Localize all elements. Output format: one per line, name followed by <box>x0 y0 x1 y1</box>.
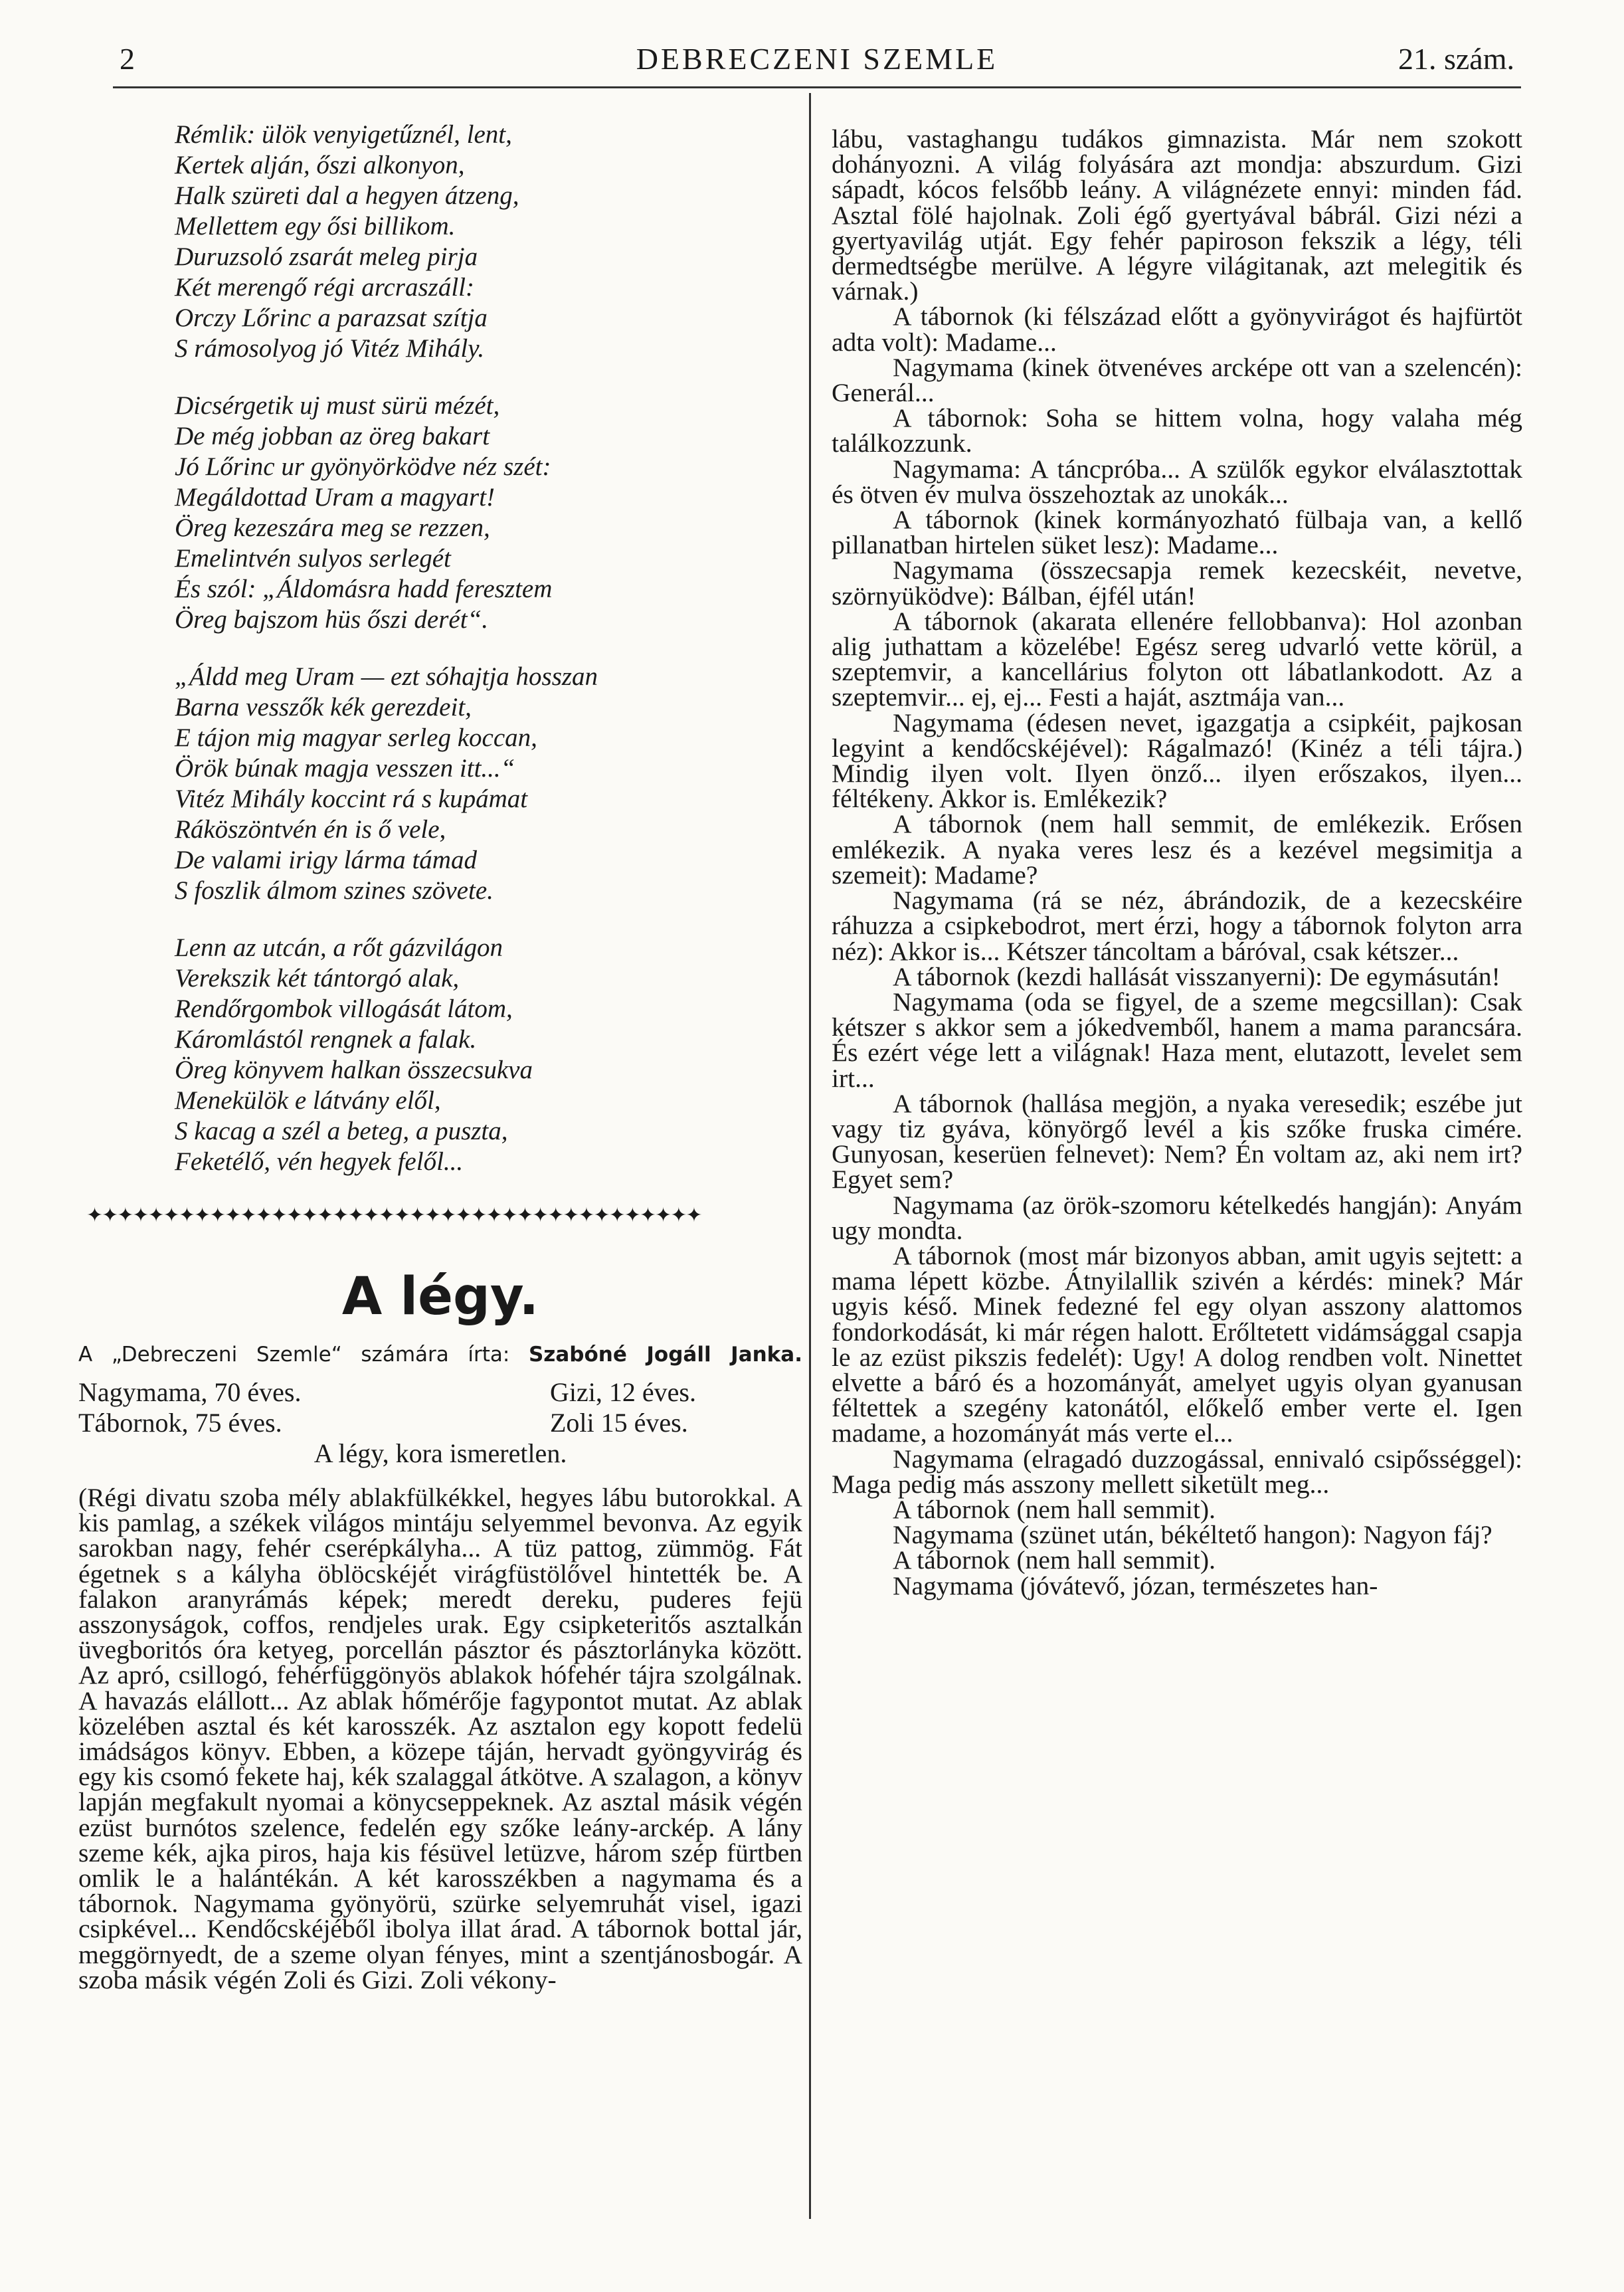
poem-line: Kertek alján, őszi alkonyon, <box>175 151 465 179</box>
author-name: Szabóné Jogáll Janka. <box>528 1343 802 1367</box>
header-rule <box>113 86 1521 88</box>
page-number: 2 <box>120 42 135 76</box>
column-divider <box>809 93 811 2219</box>
poem-line: Duruzsoló zsarát meleg pirja <box>175 242 478 271</box>
right-column <box>832 126 1522 1598</box>
paragraph: Nagymama (kinek ötvenéves arcképe ott van a szelencén): Generál... <box>832 352 1522 408</box>
cast-list <box>78 1377 802 1469</box>
paragraph: A tábornok (nem hall semmit). <box>893 1545 1216 1575</box>
poem-line: Megáldottad Uram a magyart! <box>175 483 496 512</box>
poem-line: Feketélő, vén hegyek felől... <box>175 1147 464 1176</box>
stage-direction: (Régi divatu szoba mély ablakfülkékkel, hegyes lábu butorokkal. A kis pamlag, a székek világos mintáju selyemmel bevonva. Az egyik sarokban nagy, fehér cserépkályha... A tüz pattog, zümmög. Fát égetnek s a kályha öblöcskéjét virágfüstölővel hintették be. A falakon aranyrámás képek; meredt dereku, puderes fejü asszonyságok, coffos, rendjeles urak. Egy csipketeritős asztalkán üvegboritós óra ketyeg, porcellán pásztor és pásztorlányka között. Az apró, csillogó, fehérfüggönyös ablakok hófehér tájra szolgálnak. A havazás elállott... Az ablak hőmérője fagypontot mutat. Az ablak közelében asztal és két karosszék. Az asztalon egy kopott fedelü imádságos könyv. Ebben, a közepe táján, hervadt gyöngyvirág és egy kis csomó fekete haj, kék szalaggal átkötve. A szalagon, a könyv lapján megfakult nyomai a könycseppeknek. Az asztal másik végén ezüst burnótos szelence, fedelén egy szőke leány-arckép. A lány szeme kék, ajka piros, haja kis fésüvel letüzve, három szép fürtben omlik le a halántékán. A két karosszékben a nagymama és a tábornok. Nagymama gyönyörü, szürke selyemruhát visel, igazi csipkével... Kendőcskéjéből ibolya illat árad. A tábornok bottal jár, meggörnyedt, de a szeme olyan fényes, mint a szentjánosbogár. A szoba másik végén Zoli és Gizi. Zoli vékony- <box>78 1483 802 1994</box>
poem-line: De még jobban az öreg bakart <box>175 422 490 450</box>
poem-line: Dicsérgetik uj must sürü mézét, <box>175 391 500 420</box>
article-title: A légy. <box>341 1267 539 1327</box>
poem-line: Barna vesszők kék gerezdeit, <box>175 693 472 721</box>
poem-line: Emelintvén sulyos serlegét <box>175 544 451 573</box>
byline-prefix: A „Debreczeni Szemle“ számára írta: <box>78 1343 510 1367</box>
paragraph: A tábornok (ki félszázad előtt a gyönyvirágot és hajfürtöt adta volt): Madame... <box>832 302 1522 357</box>
poem-line: E tájon mig magyar serleg koccan, <box>175 723 537 752</box>
paragraph: Nagymama (rá se néz, ábrándozik, de a kezecskéire ráhuzza a csipkebodrot, mert érzi, hogy a tábornok folyton arra néz): Akkor is... Kétszer táncoltam a báróval, csak kétszer... <box>832 886 1522 966</box>
poem-line: S kacag a szél a beteg, a puszta, <box>175 1117 508 1145</box>
poem-line: Lenn az utcán, a rőt gázvilágon <box>175 933 503 962</box>
poem-line: S rámosolyog jó Vitéz Mihály. <box>175 334 485 363</box>
poem-line: De valami irigy lárma támad <box>175 846 477 874</box>
poem-line: Verekszik két tántorgó alak, <box>175 964 460 993</box>
paragraph: A tábornok (most már bizonyos abban, amit ugyis sejtett: a mama lépett közbe. Átnyilallik szivén a kérdés: minek? Már ugyis késő. Minek fedezné fel egy olyan asszony alattomos fondorkodását, ki már régen halott. Erőltetett vidámsággal csapja le az ezüst pikszis fedelét): Ugy! A dolog rendben volt. Ninettet elvette a báró és a hozományát, amelyet ugyis olyan gyanusan féltettek a szegény katonától, előkelő ember verte el. Igen madame, a hozományát más verte el... <box>832 1240 1522 1448</box>
poem-line: Káromlástól rengnek a falak. <box>175 1025 477 1054</box>
paragraph: Nagymama (összecsapja remek kezecskéit, nevetve, szörnyüködve): Bálban, éjfél után! <box>832 555 1522 611</box>
cast-gizi: Gizi, 12 éves. <box>550 1377 696 1407</box>
byline <box>78 1343 802 1367</box>
cast-zoli: Zoli 15 éves. <box>550 1408 688 1438</box>
page-header <box>120 41 1514 88</box>
poem-line: Örök búnak magja vesszen itt...“ <box>175 754 515 783</box>
poem-line: Öreg könyvem halkan összecsukva <box>175 1056 533 1084</box>
paragraph: Nagymama: A táncpróba... A szülők egykor elválasztottak és ötven év mulva összehoztak az unokák... <box>832 454 1522 509</box>
issue-number: 21. szám. <box>1398 42 1514 76</box>
paragraph: A tábornok (kinek kormányozható fülbaja van, a kellő pillanatban hirtelen süket lesz): Madame... <box>832 505 1522 560</box>
poem-line: Mellettem egy ősi billikom. <box>175 212 456 240</box>
poem-line: Két merengő régi arcraszáll: <box>175 273 474 302</box>
paragraph: A tábornok (nem hall semmit). <box>893 1494 1216 1524</box>
paragraph: Nagymama (oda se figyel, de a szeme megcsillan): Csak kétszer s akkor sem a jókedvemből, hanem a mama parancsára. És ezért vége lett a világnak! Haza ment, elutazott, levelet sem irt... <box>832 987 1522 1093</box>
journal-title: DEBRECZENI SZEMLE <box>636 42 998 76</box>
poem-line: Rémlik: ülök venyigetűznél, lent, <box>175 120 512 149</box>
paragraph: Nagymama (az örök-szomoru kételkedés hangján): Anyám ugy mondta. <box>832 1190 1522 1245</box>
left-column <box>78 120 802 1992</box>
poem-line: Öreg kezeszára meg se rezzen, <box>175 514 490 542</box>
poem-line: Jó Lőrinc ur gyönyörködve néz szét: <box>175 452 551 481</box>
paragraph: A tábornok (hallása megjön, a nyaka veresedik; eszébe jut vagy tiz gyáva, könyörgő levél a kis szőke fruska cimére. Gunyosan, keserüen felnevet): Nem? Én voltam az, aki nem irt? Egyet sem? <box>832 1088 1522 1194</box>
poem-stanza <box>175 120 802 364</box>
paragraph: lábu, vastaghangu tudákos gimnazista. Már nem szokott dohányozni. A világ folyására azt mondja: abszurdum. Gizi sápadt, kócos felsőbb leány. A világnézete ennyi: minden fád. Asztal fölé hajolnak. Zoli égő gyertyával bábrál. Gizi nézi a gyertyavilág utját. Egy fehér papiroson fekszik a légy, téli dermedtségbe merülve. A légyre világitanak, azt melegitik és várnak.) <box>832 124 1522 306</box>
poem-line: Orczy Lőrinc a parazsat szítja <box>175 304 488 332</box>
paragraph: Nagymama (elragadó duzzogással, ennivaló csipősséggel): Maga pedig más asszony mellett siketült meg... <box>832 1444 1522 1499</box>
poem-line: Rendőrgombok villogását látom, <box>175 995 513 1023</box>
paragraph: Nagymama (jóvátevő, józan, természetes han- <box>893 1571 1378 1600</box>
poem <box>78 120 802 1177</box>
poem-line: És szól: „Áldomásra hadd feresztem <box>175 575 553 603</box>
paragraph: A tábornok (akarata ellenére fellobbanva): Hol azonban alig juthattam a közelébe! Egész sereg udvarló vette körül, a szeptemvir, a kancellárius folyton ott lábatlankodott. Az a szeptemvir... ej, ej... Festi a haját, asztmája van... <box>832 606 1522 712</box>
poem-line: Öreg bajszom hüs őszi derét“. <box>175 605 488 634</box>
cast-legy: A légy, kora ismeretlen. <box>314 1438 567 1468</box>
paragraph: A tábornok: Soha se hittem volna, hogy valaha még találkozzunk. <box>832 403 1522 458</box>
poem-line: Menekülök e látvány elől, <box>175 1086 441 1115</box>
paragraph: A tábornok (nem hall semmit, de emlékezik. Erősen emlékezik. A nyaka veres lesz és a kezével megsimitja a szemeit): Madame? <box>832 809 1522 890</box>
cast-nagymama: Nagymama, 70 éves. <box>78 1377 302 1407</box>
cast-tabornok: Tábornok, 75 éves. <box>78 1408 282 1438</box>
poem-stanza <box>175 391 802 635</box>
poem-stanza <box>175 933 802 1177</box>
poem-line: „Áldd meg Uram — ezt sóhajtja hosszan <box>175 662 598 691</box>
poem-stanza <box>175 662 802 906</box>
poem-line: Vitéz Mihály koccint rá s kupámat <box>175 785 528 813</box>
poem-line: Halk szüreti dal a hegyen átzeng, <box>175 181 519 210</box>
paragraph: Nagymama (édesen nevet, igazgatja a csipkéit, pajkosan legyint a kendőcskéjével): Rágalmazó! (Kinéz a téli tájra.) Mindig ilyen volt. Ilyen önző... ilyen erőszakos, ilyen... féltékeny. Akkor is. Emlékezik? <box>832 708 1522 814</box>
paragraph: A tábornok (kezdi hallását visszanyerni): De egymásután! <box>893 961 1500 991</box>
paragraph: Nagymama (szünet után, békéltető hangon): Nagyon fáj? <box>893 1520 1492 1550</box>
poem-line: Ráköszöntvén én is ő vele, <box>175 815 446 844</box>
ornament-divider: ✦✦✦✦✦✦✦✦✦✦✦✦✦✦✦✦✦✦✦✦✦✦✦✦✦✦✦✦✦✦✦✦✦✦✦✦✦✦✦✦ <box>86 1204 701 1226</box>
poem-line: S foszlik álmom szines szövete. <box>175 876 494 905</box>
